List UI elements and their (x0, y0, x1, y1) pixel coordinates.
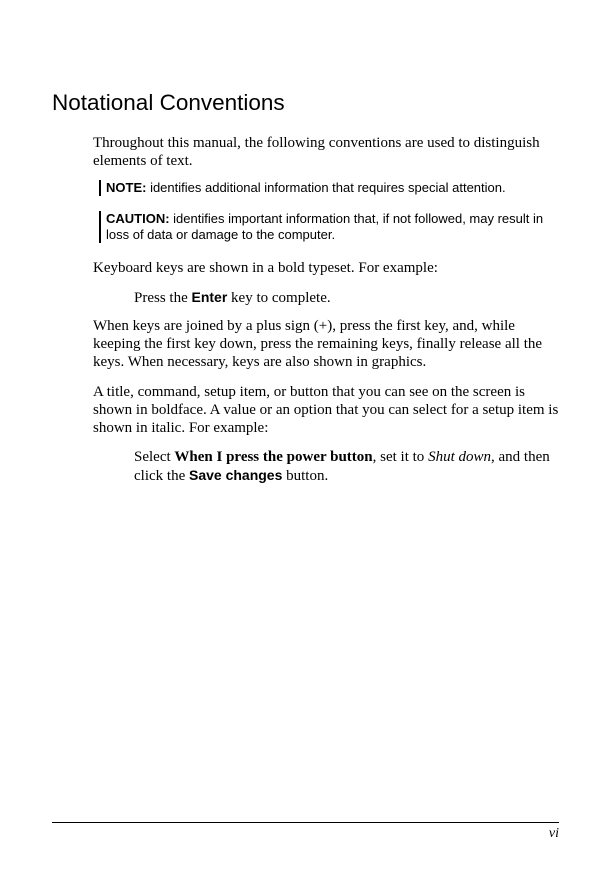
select-example-suffix: button. (282, 468, 329, 484)
keyboard-intro-paragraph: Keyboard keys are shown in a bold typeset. For example: (93, 260, 438, 276)
setup-item-label: When I press the power button (174, 449, 373, 465)
keyboard-example-suffix: key to complete. (227, 290, 331, 306)
select-example-mid: , set it to (372, 449, 429, 465)
page-title: Notational Conventions (52, 90, 285, 115)
caution-callout (99, 211, 566, 243)
page-number: vi (548, 826, 559, 841)
select-example-prefix: Select (134, 449, 175, 465)
plus-sign-paragraph: When keys are joined by a plus sign (+), press the first key, and, while keeping the first key down, press the remaining keys, finally release all the keys. When necessary, keys are also shown in graphics. (93, 318, 543, 370)
title-convention-paragraph: A title, command, setup item, or button that you can see on the screen is shown in boldface. A value or an option that you can select for a setup item is shown in italic. For example: (93, 384, 559, 436)
note-text: identifies additional information that requires special attention. (146, 180, 506, 195)
caution-label: CAUTION: (106, 211, 170, 226)
keyboard-example-prefix: Press the (134, 290, 192, 306)
keyboard-example (134, 288, 559, 307)
footer-divider (52, 822, 559, 823)
enter-key-label: Enter (191, 289, 228, 305)
intro-paragraph: Throughout this manual, the following conventions are used to distinguish elements of text. (93, 135, 540, 169)
note-label: NOTE: (106, 180, 147, 195)
note-callout (99, 180, 566, 196)
save-changes-button-label: Save changes (188, 467, 283, 483)
select-example (134, 448, 559, 485)
caution-text: identifies important information that, if not followed, may result in loss of data or damage to the computer. (106, 211, 544, 242)
setup-value-label: Shut down (428, 449, 491, 465)
select-example-mid2: , and then click the (134, 449, 550, 484)
